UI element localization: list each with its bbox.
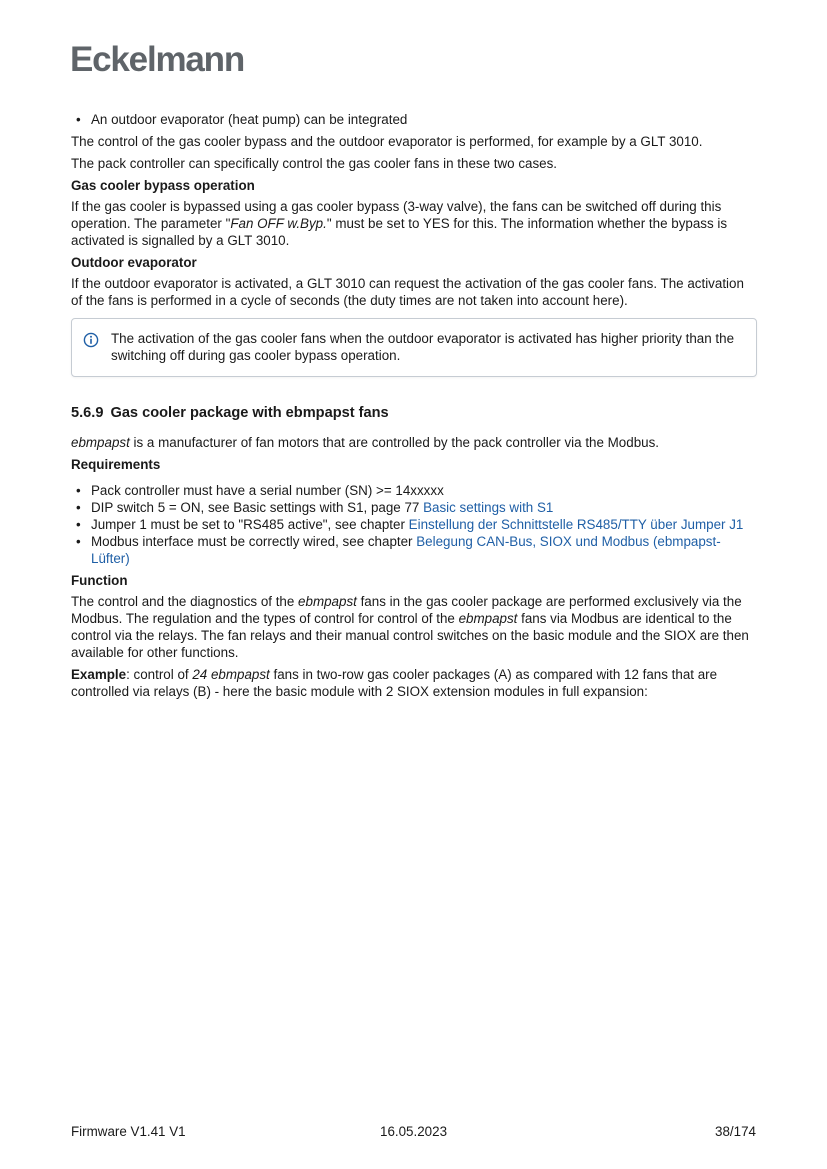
bullet-text: An outdoor evaporator (heat pump) can be integrated [91, 112, 408, 127]
bypass-param-name: Fan OFF w.Byp. [230, 216, 327, 231]
bypass-heading: Gas cooler bypass operation [71, 178, 255, 193]
example-text-1: : control of [126, 667, 193, 682]
section-number: 5.6.9 [71, 405, 104, 421]
requirement-text: Jumper 1 must be set to "RS485 active", see chapter [91, 517, 409, 532]
note-text: The activation of the gas cooler fans when the outdoor evaporator is activated has higher priority than the switching off during gas cooler bypass operation. [111, 331, 735, 363]
footer-date: 16.05.2023 [380, 1124, 448, 1139]
section-title-text: Gas cooler package with ebmpapst fans [110, 405, 389, 421]
link-interface-jumper-j1[interactable]: Einstellung der Schnittstelle RS485/TTY über Jumper J1 [408, 517, 744, 532]
footer-page-number: 38/174 [715, 1124, 756, 1139]
bypass-text-a: If the gas cooler is bypassed using a gas cooler bypass (3-way valve), the fans can be switched off during this operation. The parameter " [71, 199, 722, 231]
link-basic-settings-s1[interactable]: Basic settings with S1 [423, 500, 554, 515]
bypass-text-b: " must be set to YES for this. The information whether the bypass is activated is signalled by a GLT 3010. [71, 216, 728, 248]
outdoor-paragraph: If the outdoor evaporator is activated, a GLT 3010 can request the activation of the gas cooler fans. The activation of the fans is performed in a cycle of seconds (the duty times are not taken into account here). [71, 276, 744, 308]
list-item [71, 533, 757, 567]
function-em-2: ebmpapst [458, 611, 518, 626]
section-intro [71, 434, 757, 451]
requirements-list [71, 482, 757, 567]
section-intro-rest: is a manufacturer of fan motors that are controlled by the pack controller via the Modbus. [129, 435, 660, 450]
function-text-1: The control and the diagnostics of the [71, 594, 299, 609]
requirements-heading: Requirements [71, 457, 161, 472]
list-item [71, 499, 757, 516]
outdoor-heading: Outdoor evaporator [71, 255, 197, 270]
function-heading: Function [71, 573, 128, 588]
intro-paragraph-2: The pack controller can specifically control the gas cooler fans in these two cases. [71, 156, 558, 171]
requirement-text: Pack controller must have a serial number (SN) >= 14xxxxx [91, 483, 444, 498]
intro-paragraph-1: The control of the gas cooler bypass and the outdoor evaporator is performed, for example by a GLT 3010. [71, 134, 703, 149]
example-label: Example [71, 667, 127, 682]
requirement-text: Modbus interface must be correctly wired, see chapter [91, 534, 417, 549]
list-item [71, 482, 757, 499]
link-can-bus-siox-modbus[interactable]: Belegung CAN-Bus, SIOX und Modbus (ebmpapst-Lüfter) [91, 534, 721, 566]
eckelmann-logo: Eckelmann [70, 40, 245, 79]
info-icon [83, 332, 99, 348]
function-em-1: ebmpapst [298, 594, 357, 609]
function-text-3: fans via Modbus are identical to the control via the relays. The fan relays and their manual control switches on the basic module and the SIOX are then available for other functions. [71, 611, 749, 660]
example-em: 24 ebmpapst [192, 667, 270, 682]
function-paragraph [71, 593, 757, 661]
note-box [71, 318, 757, 377]
example-paragraph [71, 666, 757, 700]
requirement-text: DIP switch 5 = ON, see Basic settings with S1, page 77 [91, 500, 424, 515]
bypass-paragraph [71, 198, 757, 249]
section-title [71, 405, 757, 422]
section-intro-em: ebmpapst [71, 435, 130, 450]
function-text-2: fans in the gas cooler package are performed exclusively via the Modbus. The regulation and the types of control for control of the [71, 594, 742, 626]
page-content [71, 111, 757, 705]
intro-bullet-list [71, 111, 757, 128]
list-item [71, 516, 757, 533]
footer-firmware: Firmware V1.41 V1 [71, 1124, 186, 1139]
example-text-2: fans in two-row gas cooler packages (A) as compared with 12 fans that are controlled via relays (B) - here the basic module with 2 SIOX extension modules in full expansion: [71, 667, 718, 699]
list-item [71, 111, 757, 128]
